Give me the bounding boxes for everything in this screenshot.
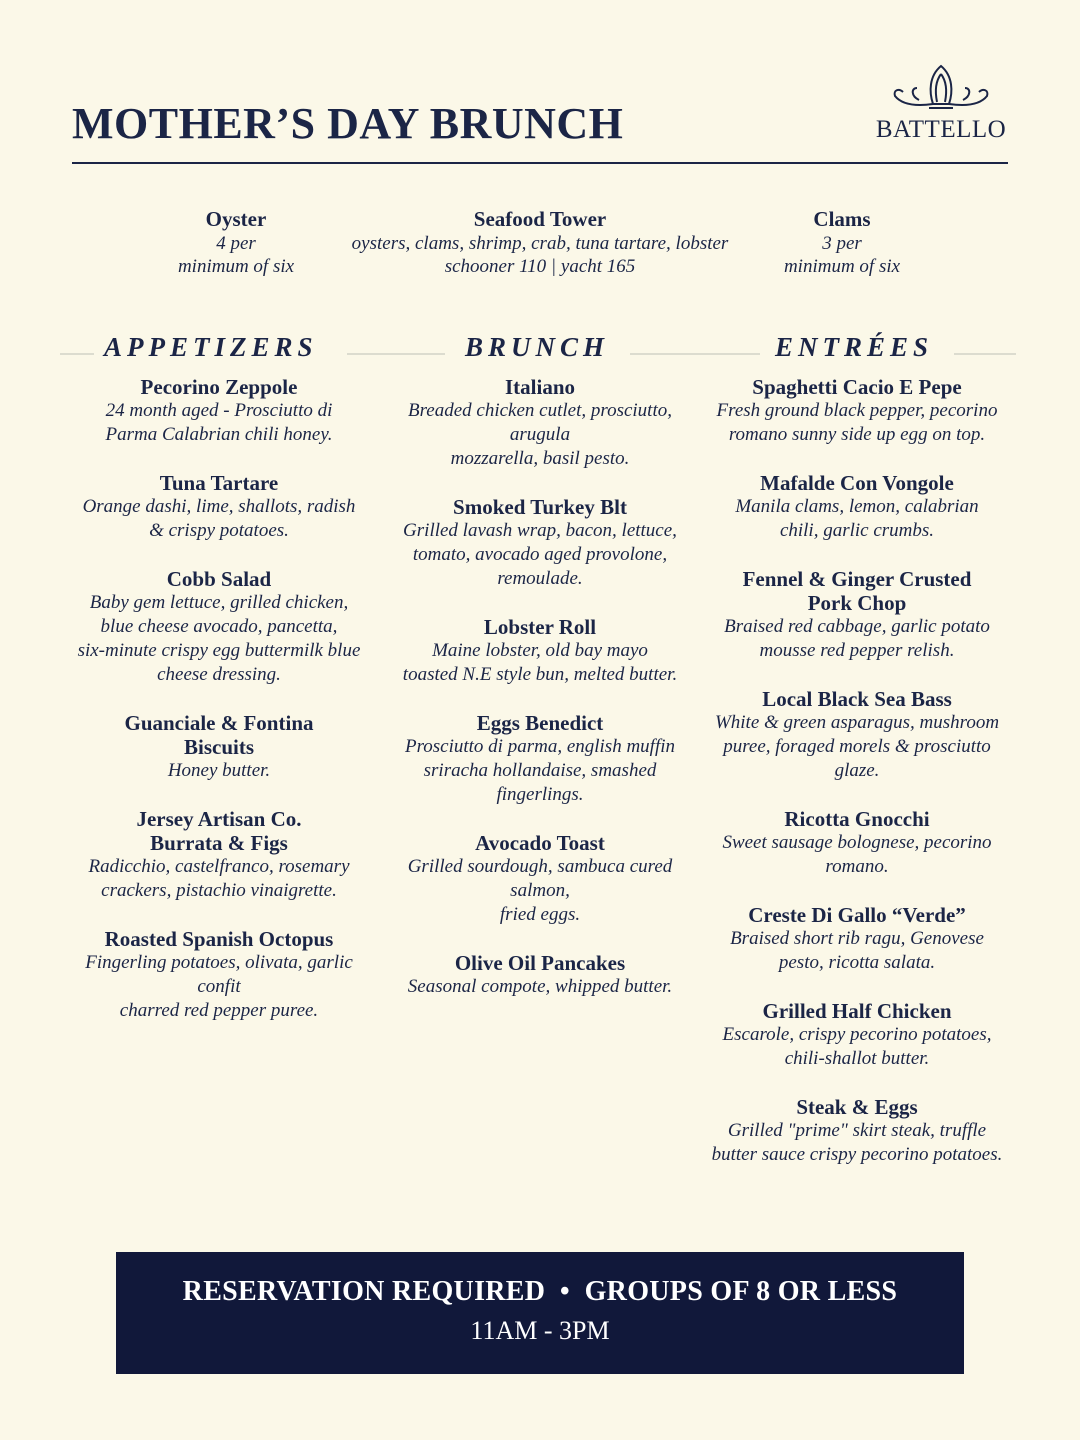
menu-item <box>392 375 688 471</box>
menu-item-description: Radicchio, castelfranco, rosemary crackers, pistachio vinaigrette. <box>88 856 350 901</box>
menu-item-name: Roasted Spanish Octopus <box>104 927 334 951</box>
reservation-notice: RESERVATION REQUIRED • GROUPS OF 8 OR LESS <box>182 1276 898 1307</box>
menu-item <box>68 711 370 783</box>
menu-item <box>68 807 370 903</box>
header-divider <box>72 162 1008 164</box>
section-title: APPETIZERS <box>104 332 318 362</box>
menu-item <box>706 471 1008 543</box>
entrees-column <box>706 375 1008 1191</box>
menu-item-name: Lobster Roll <box>483 615 597 639</box>
section-title: ENTRÉES <box>775 332 934 362</box>
menu-item-name: Steak & Eggs <box>796 1095 918 1119</box>
menu-item <box>392 711 688 807</box>
battello-logo <box>866 62 1016 144</box>
menu-item-description: Prosciutto di parma, english muffin sriracha hollandaise, smashed fingerlings. <box>404 736 676 805</box>
menu-item <box>392 951 688 999</box>
raw-item-name: Seafood Tower <box>473 207 607 231</box>
menu-item <box>706 687 1008 783</box>
section-title: BRUNCH <box>465 332 610 362</box>
raw-bar-oyster <box>136 206 336 278</box>
menu-item-description: Sweet sausage bolognese, pecorino romano. <box>722 832 992 877</box>
menu-item-description: Honey butter. <box>167 760 271 781</box>
menu-item-name: Spaghetti Cacio E Pepe <box>752 375 962 399</box>
menu-item <box>68 471 370 543</box>
menu-item-description: 24 month aged - Prosciutto di Parma Calabrian chili honey. <box>105 400 333 445</box>
menu-item-description: Escarole, crispy pecorino potatoes, chili-shallot butter. <box>722 1024 992 1069</box>
menu-item-description: White & green asparagus, mushroom puree, foraged morels & prosciutto glaze. <box>714 712 1000 781</box>
heading-rule-right <box>954 353 1016 355</box>
menu-item-name: Mafalde Con Vongole <box>760 471 954 495</box>
boat-flourish-icon <box>889 62 993 114</box>
menu-item-name: Ricotta Gnocchi <box>784 807 930 831</box>
menu-item-description: Breaded chicken cutlet, prosciutto, arugula mozzarella, basil pesto. <box>408 400 672 469</box>
menu-item-name: Grilled Half Chicken <box>762 999 952 1023</box>
raw-item-price: schooner 110 | yacht 165 <box>444 256 636 277</box>
menu-item-name: Tuna Tartare <box>159 471 279 495</box>
menu-item-description: Braised red cabbage, garlic potato mousse red pepper relish. <box>724 616 990 661</box>
menu-item-description: Grilled sourdough, sambuca cured salmon, fried eggs. <box>407 856 673 925</box>
raw-item-price: 3 per <box>822 233 862 254</box>
logo-text: BATTELLO <box>875 116 1007 143</box>
section-heading-entrees <box>770 330 1016 364</box>
page-title: MOTHER’S DAY BRUNCH <box>72 99 624 148</box>
menu-item-name: Guanciale & Fontina Biscuits <box>124 711 314 759</box>
menu-item-description: Fingerling potatoes, olivata, garlic confit charred red pepper puree. <box>85 952 353 1021</box>
menu-item-name: Pecorino Zeppole <box>140 375 298 399</box>
menu-item-description: Baby gem lettuce, grilled chicken, blue cheese avocado, pancetta, six-minute crispy egg buttermilk blue cheese dressing. <box>77 592 361 685</box>
menu-item <box>706 375 1008 447</box>
menu-item <box>706 999 1008 1071</box>
menu-item <box>392 615 688 687</box>
section-heading-appetizers <box>60 330 445 364</box>
menu-item <box>392 495 688 591</box>
menu-item-description: Grilled lavash wrap, bacon, lettuce, tomato, avocado aged provolone, remoulade. <box>403 520 677 589</box>
raw-item-name: Oyster <box>205 207 267 231</box>
menu-item-description: Manila clams, lemon, calabrian chili, garlic crumbs. <box>735 496 979 541</box>
menu-item-name: Avocado Toast <box>475 831 605 855</box>
raw-bar-seafood-tower <box>334 206 746 278</box>
menu-item-description: Fresh ground black pepper, pecorino romano sunny side up egg on top. <box>716 400 998 445</box>
menu-item <box>706 903 1008 975</box>
menu-item <box>68 375 370 447</box>
menu-item-description: Maine lobster, old bay mayo toasted N.E style bun, melted butter. <box>402 640 678 685</box>
raw-item-note: minimum of six <box>177 256 295 277</box>
menu-item <box>706 807 1008 879</box>
section-heading-brunch <box>455 330 760 364</box>
menu-item <box>706 567 1008 663</box>
raw-item-note: minimum of six <box>783 256 901 277</box>
menu-item-description: Braised short rib ragu, Genovese pesto, ricotta salata. <box>730 928 984 973</box>
raw-item-name: Clams <box>813 207 871 231</box>
menu-item <box>68 927 370 1023</box>
menu-item <box>68 567 370 687</box>
brunch-hours: 11AM - 3PM <box>470 1316 610 1345</box>
raw-item-price: 4 per <box>216 233 256 254</box>
heading-rule-left <box>60 353 94 355</box>
heading-rule-right <box>630 353 760 355</box>
menu-item <box>392 831 688 927</box>
menu-item <box>706 1095 1008 1167</box>
brunch-column <box>392 375 688 1023</box>
menu-item-description: Grilled "prime" skirt steak, truffle butter sauce crispy pecorino potatoes. <box>711 1120 1003 1165</box>
menu-item-name: Local Black Sea Bass <box>762 687 952 711</box>
reservation-banner <box>116 1252 964 1374</box>
menu-item-name: Fennel & Ginger Crusted Pork Chop <box>742 567 972 615</box>
menu-item-description: Seasonal compote, whipped butter. <box>407 976 673 997</box>
menu-item-name: Olive Oil Pancakes <box>454 951 626 975</box>
menu-item-name: Creste Di Gallo “Verde” <box>748 903 966 927</box>
menu-item-name: Cobb Salad <box>166 567 272 591</box>
menu-item-name: Jersey Artisan Co. Burrata & Figs <box>136 807 302 855</box>
raw-item-description: oysters, clams, shrimp, crab, tuna tartare, lobster <box>351 233 729 254</box>
menu-item-name: Italiano <box>504 375 575 399</box>
appetizers-column <box>68 375 370 1047</box>
menu-item-description: Orange dashi, lime, shallots, radish & crispy potatoes. <box>82 496 356 541</box>
menu-item-name: Smoked Turkey Blt <box>453 495 627 519</box>
menu-item-name: Eggs Benedict <box>476 711 604 735</box>
heading-rule-right <box>347 353 445 355</box>
raw-bar-clams <box>742 206 942 278</box>
